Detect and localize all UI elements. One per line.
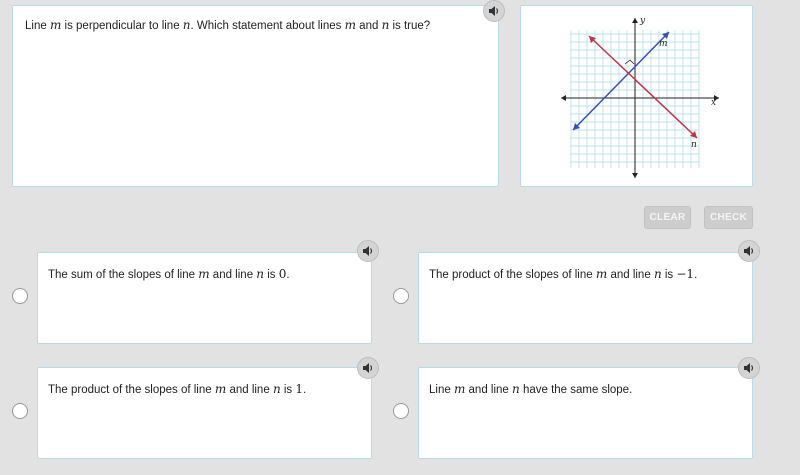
choice-text-part: . <box>694 269 698 281</box>
var-m: m <box>595 267 608 281</box>
var-n: n <box>512 382 520 396</box>
choice-card-2[interactable] <box>418 252 753 344</box>
question-text-part: is perpendicular to line <box>61 20 183 32</box>
var-m: m <box>214 382 227 396</box>
choice-text-part: and line <box>226 384 273 396</box>
question-text-part: . Which statement about lines <box>190 20 345 32</box>
x-axis-arrow-left <box>561 95 566 101</box>
choice-text-part: Line <box>429 384 454 396</box>
choice-value: 0 <box>278 267 287 281</box>
choice-card-3[interactable] <box>37 367 372 459</box>
choice-text-part: is <box>264 269 279 281</box>
speaker-icon <box>362 362 374 374</box>
question-audio-button[interactable] <box>483 0 505 22</box>
right-angle-marker <box>625 60 634 64</box>
choice-card-4[interactable] <box>418 367 753 459</box>
speaker-icon <box>743 362 755 374</box>
choice-text-part: The product of the slopes of line <box>429 269 596 281</box>
choice-card-1[interactable] <box>37 252 372 344</box>
line-n-label: n <box>691 140 697 150</box>
choice-text-4 <box>429 382 632 397</box>
choice-radio-3[interactable] <box>12 403 28 419</box>
clear-button[interactable]: CLEAR <box>644 206 691 229</box>
choice-text-part: . <box>286 269 290 281</box>
coordinate-graph <box>521 6 754 188</box>
question-text-part: Line <box>25 20 50 32</box>
choice-text-2 <box>429 267 697 282</box>
var-m: m <box>453 382 466 396</box>
choice-radio-4[interactable] <box>393 403 409 419</box>
x-axis-label: x <box>711 98 717 108</box>
choice-value: 1 <box>295 382 304 396</box>
var-m: m <box>344 18 356 32</box>
choice-text-part: have the same slope. <box>519 384 633 396</box>
choice-text-3 <box>48 382 306 397</box>
var-m: m <box>198 267 210 281</box>
check-button[interactable]: CHECK <box>704 206 753 229</box>
choice-text-part: The product of the slopes of line <box>48 384 215 396</box>
choice-text-part: and line <box>465 384 513 396</box>
graph-card <box>520 5 753 187</box>
choice-1-audio-button[interactable] <box>357 240 379 262</box>
var-n: n <box>653 267 662 281</box>
choice-radio-2[interactable] <box>393 288 409 304</box>
var-m: m <box>49 18 62 32</box>
question-text-part: and <box>355 20 382 32</box>
choice-text-1 <box>48 267 290 282</box>
choice-text-part: is <box>280 384 296 396</box>
line-m <box>573 32 669 130</box>
choice-text-part: and line <box>209 269 257 281</box>
choice-2-audio-button[interactable] <box>738 240 760 262</box>
question-text-part: is true? <box>389 20 431 32</box>
speaker-icon <box>362 245 374 257</box>
question-card <box>12 5 499 187</box>
var-n: n <box>272 382 281 396</box>
y-axis-arrow-top <box>632 18 638 23</box>
choice-3-audio-button[interactable] <box>357 357 379 379</box>
choice-radio-1[interactable] <box>12 288 28 304</box>
line-m-label: m <box>659 39 668 49</box>
choice-text-part: . <box>303 384 307 396</box>
choice-value: −1 <box>676 267 695 281</box>
var-n: n <box>182 18 191 32</box>
speaker-icon <box>488 5 500 17</box>
y-axis-label: y <box>640 16 646 26</box>
y-axis-arrow-bottom <box>632 173 638 178</box>
speaker-icon <box>743 245 755 257</box>
choice-text-part: The sum of the slopes of line <box>48 269 199 281</box>
var-n: n <box>256 267 265 281</box>
choice-text-part: is <box>661 269 677 281</box>
choice-4-audio-button[interactable] <box>738 357 760 379</box>
choice-text-part: and line <box>607 269 654 281</box>
question-text <box>25 18 430 33</box>
var-n: n <box>381 18 390 32</box>
